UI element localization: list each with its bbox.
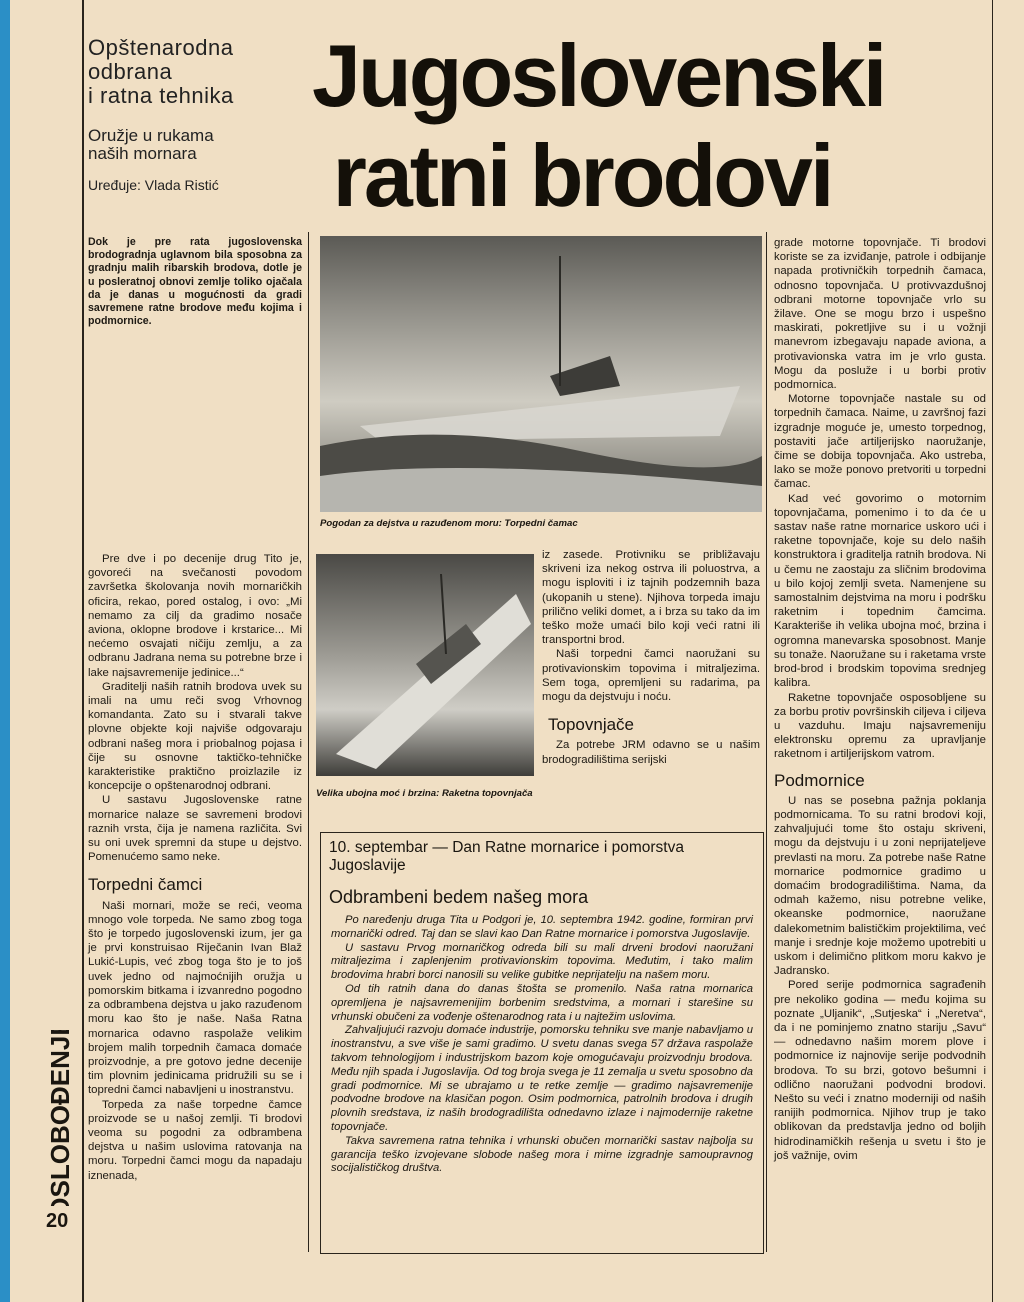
col1-paragraph-3: U sastavu Jugoslovenske ratne mornarice nalaze se savremeni brodovi raznih vrsta, čija je namena različita. Svi su oni uvek spremni da stupe u dejstvo. Pomenućemo samo neke. xyxy=(88,794,302,864)
box-paragraph-4: Zahvaljujući razvoju domaće industrije, pomorsku tehniku sve manje nabavljamo u inostranstvu, a sve više je sami gradimo. U svetu danas svega 57 država raspolaže takvom tehnologijom i industrijskom bazom koje omogućavaju proizvodnju brodova. Među njih spada i Jugoslavija. Od tog broja svega je 11 zemalja u svetu sposobno da gradi podmornice. Mi se ubrajamo u te retke zemlje — gradimo najsavremenije podvodne brodove na klasičan pogon. Osim podmornica, patrolnih brodova i drugih plovnih sredstava, iz naših brodogradilišta odnedavno izlaze i najmodernije raketne topovnjače. xyxy=(331,1024,753,1133)
col3-paragraph-5: U nas se posebna pažnja poklanja podmornicama. To su ratni brodovi koji, zahvaljujući tome što ostaju skriveni, mogu da dejstvuju i u zoni neprijateljeve prevlasti na moru. Za potrebe naše Ratne mornarice podmornice gradimo u domaćim brodogradilištima. Nama, da odmah kažemo, nisu potrebne velike, okeanske podmornice, naoružane dalekometnim balističkim projektilima, već manje i srednje koje možemo upotrebiti u uskom i delimično plitkom moru kakvo je Jadransko. xyxy=(774,794,986,978)
col2-paragraph-1: iz zasede. Protivniku se približavaju skriveni iza nekog ostrva ili poluostrva, a mogu isploviti i iz tajnih podzemnih baza (ukopanih u stene). Njihova torpeda imaju prilično veliki domet, a i brza su tako da im teško može umaći bilo koji veći ratni ili transportni brod. xyxy=(542,549,760,647)
left-margin-rule xyxy=(82,0,84,1302)
box-subheading: Odbrambeni bedem našeg mora xyxy=(329,887,589,907)
section-sub-line-2: naših mornara xyxy=(88,144,197,164)
masthead-logo-art xyxy=(48,1030,76,1206)
subheading-torpedni-camci: Torpedni čamci xyxy=(88,875,203,895)
col2-paragraph-3: Za potrebe JRM odavno se u našim brodogradilištima serijski xyxy=(542,739,760,766)
photo-missile-gunboat xyxy=(316,554,534,776)
col1-paragraph-4: Naši mornari, može se reći, veoma mnogo vole torpeda. Ne samo zbog toga što je torpedo jugoslovenski izum, jer ga je prvi konstruisao Riječanin Ivan Blaž Lukić-Lupis, već zbog toga što je to još uvek jedno od najmoćnijih oružja u pomorskim bitkama i izvanredno pogodno za odbrambena dejstva u jako razuđenom moru kao što je naše. Naša Ratna mornarica odavno raspolaže velikim brojem malih torpednih čamaca domaće proizvodnje, a pre gotovo jedne decenije tim plovnim jedinicama pridružili su se i topredni čamci nabavljeni u inostranstvu. xyxy=(88,899,302,1097)
box-text xyxy=(331,914,753,1176)
col3-paragraph-1: grade motorne topovnjače. Ti brodovi koriste se za izviđanje, patrole i odbijanje napada protivničkih torpednih čamaca, odnosno topovnjača. U protivvazdušnoj odbrani motorne topovnjače vrlo su žilave. One se mogu brzo i uspešno maskirati, pokretljive su i u vožnji manevrom izbegavaju napade aviona, a protivavionska vatra im je vrlo gusta. Mogu da posluže i u borbi protiv podmornica. xyxy=(774,237,986,392)
column-rule-2 xyxy=(766,232,767,1252)
section-editor: Uređuje: Vlada Ristić xyxy=(88,177,219,193)
photo-2-caption: Velika ubojna moć i brzina: Raketna topovnjača xyxy=(316,788,533,799)
subheading-topovnjace: Topovnjače xyxy=(548,715,635,735)
col3-paragraph-2: Motorne topovnjače nastale su od torpednih čamaca. Naime, u završnoj fazi izgradnje moguće je, umesto torpednog, postaviti jače artiljerijsko naoružanje, čime se dobija topovnjača. Ako ustreba, lako se može ponovo pretvoriti u torpedni čamac. xyxy=(774,393,986,491)
box-paragraph-1: Po naređenju druga Tita u Podgori je, 10. septembra 1942. godine, formiran prvi mornarički odred. Taj dan se slavi kao Dan Ratne mornarice i pomorstva Jugoslavije. xyxy=(331,914,753,940)
section-line-1: Opštenarodna xyxy=(88,35,234,60)
lead-paragraph: Dok je pre rata jugoslovenska brodogradnja uglavnom bila sposobna za gradnju malih ribarskih brodova, dotle je u posleratnoj obnovi zemlje toliko ojačala da je danas u mogućnosti da gradi savremene ratne brodove među kojima i podmornice. xyxy=(88,236,302,328)
headline-line-2: ratni brodovi xyxy=(332,126,832,225)
box-paragraph-3: Od tih ratnih dana do danas štošta se promenilo. Naša ratna mornarica opremljena je najsavremenijim borbenim sredstvima, a mornari i starešine su vrhunski obučeni za vođenje oštenarodnog rata i u najtežim uslovima. xyxy=(331,982,753,1023)
photo-1-caption: Pogodan za dejstva u razuđenom moru: Torpedni čamac xyxy=(320,518,578,529)
headline-line-1: Jugoslovenski xyxy=(312,26,885,125)
subheading-podmornice: Podmornice xyxy=(774,770,865,790)
col1-paragraph-1: Pre dve i po decenije drug Tito je, govoreći na svečanosti povodom završetka školovanja novih mornaričkih oficira, rekao, pored ostalog, i ovo: „Mi nemamo za cilj da gradimo nosače aviona, oklopne brodove i krstarice... Mi nećemo osvajati ničiju zemlju, a za odbranu Jadrana nema su potrebne brze i lake najsavremenije jedinice...“ xyxy=(88,553,302,679)
column-rule-1 xyxy=(308,232,309,1252)
torpedo-boat-illustration xyxy=(320,236,762,512)
col2-paragraph-2: Naši torpedni čamci naoružani su protivavionskim topovima i mitraljezima. Sem toga, opremljeni su radarima, pa mogu da dejstvuju i noću. xyxy=(542,648,760,704)
section-line-3: i ratna tehnika xyxy=(88,82,234,108)
column-2 xyxy=(542,548,760,767)
col3-paragraph-6: Pored serije podmornica sagrađenih pre nekoliko godina — među kojima su poznate „Uljanik“, „Sutjeska“ i „Neretva“, da i ne pominjemo znatno stariju „Savu“ — odnedavno našim morem plove i podmornice iz najnovije serije podvodnih brodova. To su brzi, gotovo bešumni i odlično naoružani podvodni brodovi. Nešto su veći i znatno moderniji od naših ranijih podmornica. Njihov trup je tako oblikovan da predstavlja jedno od boljih hidrodinamičkih rešenja u svetu i što je još važnije, ovim xyxy=(774,979,986,1162)
photo-torpedo-boat xyxy=(320,236,762,512)
column-3 xyxy=(774,236,986,1163)
missile-gunboat-illustration xyxy=(316,554,534,776)
masthead-logo-text: SLOBOĐENJ xyxy=(48,1035,75,1198)
box-paragraph-5: Takva savremena ratna tehnika i vrhunski obučen mornarički sastav najbolja su garancija teško izvojevane slobode našeg mora i mirne izgradnje samoupravnog socijalističkog društva. xyxy=(331,1134,753,1175)
col1-paragraph-2: Graditelji naših ratnih brodova uvek su imali na umu reči svog Vrhovnog komandanta. Zato su i stvarali takve plovne objekte koji najviše odgovaraju odbrani našeg mora i priobalnog pojasa i čije su osnovne taktičko-tehničke karakteristike praktično proizlazile iz koncepcije o opštenarodnoj odbrani. xyxy=(88,680,302,793)
masthead-logo xyxy=(48,1030,76,1206)
col3-paragraph-4: Raketne topovnjače osposobljene su za borbu protiv površinskih ciljeva i ciljeva u vazduhu. Imaju najsavremeniju elektronsku opremu za upravljanje raketnom i artiljerijskom vatrom. xyxy=(774,691,986,761)
col1-paragraph-5: Torpeda za naše torpedne čamce proizvode se u našoj zemlji. Ti brodovi veoma su pogodni za odbrambena dejstva u našim uslovima ratovanja na moru. Torpedni čamci mogu da napadaju iznenada, xyxy=(88,1098,302,1182)
sidebar-box xyxy=(320,832,764,1254)
section-line-2: odbrana xyxy=(88,58,173,84)
section-sub-line-1: Oružje u rukama xyxy=(88,126,214,145)
blue-edge-strip xyxy=(0,0,10,1302)
box-heading: 10. septembar — Dan Ratne mornarice i pomorstva Jugoslavije xyxy=(329,839,684,874)
section-subheading xyxy=(88,127,214,164)
page-number: 20 xyxy=(46,1210,69,1232)
right-margin-rule xyxy=(992,0,993,1302)
section-heading xyxy=(88,36,234,107)
col3-paragraph-3: Kad već govorimo o motornim topovnjačama, pomenimo i to da će u sastav naše ratne mornarice uskoro ući i raketne topovnjače, koje su delo naših konstruktora i graditelja ratnih brodova. Ni u čemu ne zaostaju za sličnim brodovima u bilo kojoj zemlji sveta. Namenjene su samostalnim dejstvima na moru i podršku raketnim i topednim čamcima. Karakteriše ih velika ubojna moć, brzina i ogromna manevarska sposobnost. Manje su tonaže. Naoružane su i raketama vrste brod-brod i brodskim topovima srednjeg kalibra. xyxy=(774,492,986,690)
column-1 xyxy=(88,552,302,1183)
box-paragraph-2: U sastavu Prvog mornaričkog odreda bili su mali drveni brodovi naoružani mitraljezima i zaplenjenim protivavionskim topovima. Međutim, i tako malim brodovima hrabri borci nanosili su velike gubitke neprijatelju na našem moru. xyxy=(331,941,753,982)
